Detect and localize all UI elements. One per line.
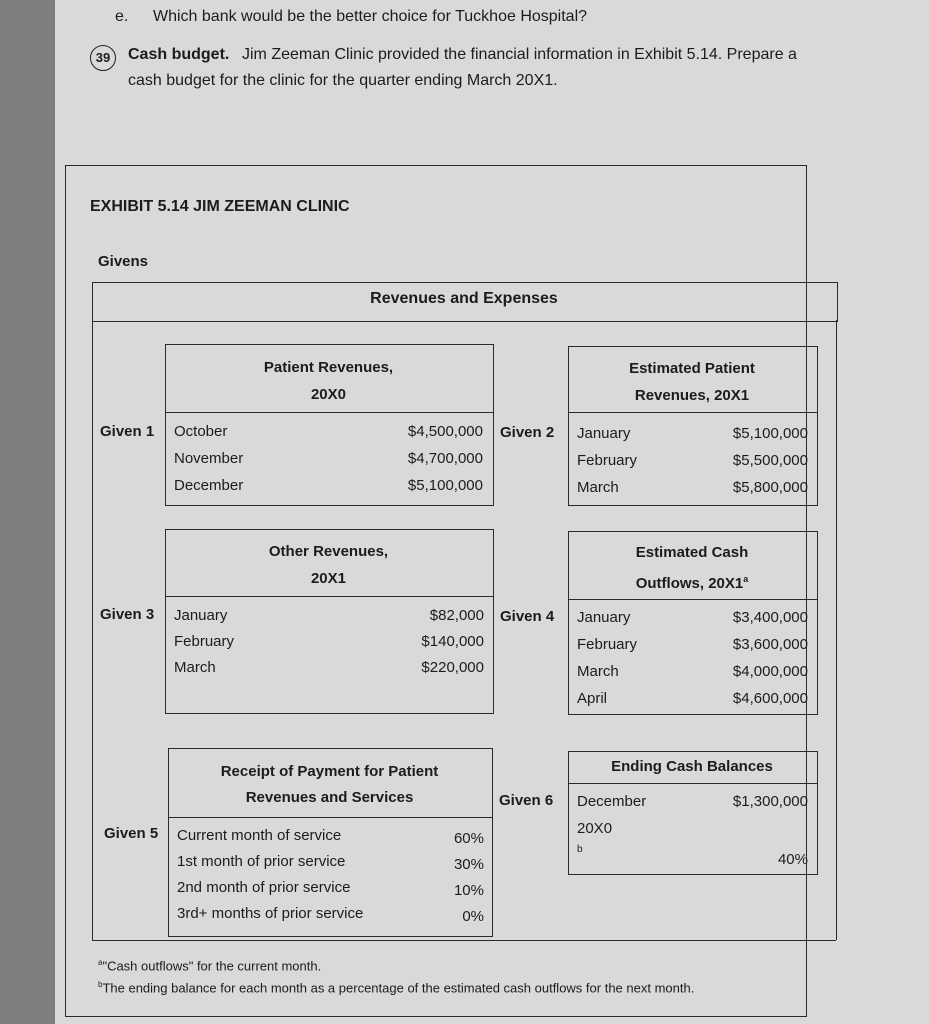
given4-amount: $3,600,000 [732, 636, 808, 653]
given3-month: January [174, 607, 228, 624]
given1-month: October [174, 423, 228, 440]
given1-amount: $4,700,000 [407, 450, 483, 467]
footnote-b-text: The ending balance for each month as a percentage of the estimated cash outflows for the next month. [102, 980, 695, 996]
section-title: Revenues and Expenses [370, 290, 558, 307]
given1-header-line1: Patient Revenues, [263, 359, 394, 376]
problem-number-badge: 39 [90, 45, 116, 71]
given2-header-divider [568, 412, 817, 413]
given4-month: January [577, 609, 631, 626]
given3-header-line1: Other Revenues, [268, 543, 389, 560]
given5-item: 3rd+ months of prior service [177, 905, 364, 922]
given2-amount: $5,500,000 [732, 452, 808, 469]
given4-header-line2: Outflows, 20X1 [635, 575, 744, 592]
given2-month: January [577, 425, 631, 442]
given2-header-line2: Revenues, 20X1 [634, 387, 750, 404]
question-e-text: Which bank would be the better choice for Tuckhoe Hospital? [153, 8, 588, 25]
given6-row3-pct: 40% [777, 851, 808, 868]
given5-header-line1: Receipt of Payment for Patient [220, 763, 439, 780]
given1-amount: $5,100,000 [407, 477, 483, 494]
given5-pct: 60% [453, 830, 484, 847]
given1-amount: $4,500,000 [407, 423, 483, 440]
given4-amount: $4,600,000 [732, 690, 808, 707]
section-left-border [92, 320, 93, 940]
given4-header-footnote-mark: a [743, 574, 749, 584]
given4-amount: $3,400,000 [732, 609, 808, 626]
given4-amount: $4,000,000 [732, 663, 808, 680]
givens-label: Givens [98, 253, 149, 270]
given1-month: December [174, 477, 244, 494]
given3-amount: $82,000 [429, 607, 484, 624]
problem-title: Cash budget. [128, 46, 230, 63]
given2-header-line1: Estimated Patient [629, 360, 755, 377]
given5-header-line2: Revenues and Services [245, 789, 414, 806]
given1-header-line2: 20X0 [310, 386, 347, 403]
given4-header-divider [568, 599, 817, 600]
footnote-a-text: "Cash outflows" for the current month. [102, 958, 322, 974]
footnote-a [98, 958, 321, 973]
given4-header-line2-wrap [568, 566, 816, 597]
given3-amount: $220,000 [421, 659, 484, 676]
given2-amount: $5,100,000 [732, 425, 808, 442]
given4-label: Given 4 [500, 608, 555, 625]
given4-divider [568, 608, 569, 713]
given2-month: March [577, 479, 619, 496]
given5-item: 2nd month of prior service [177, 879, 351, 896]
given1-header-divider [165, 412, 493, 413]
given3-header-line2: 20X1 [310, 570, 347, 587]
given3-header-divider [165, 596, 493, 597]
given1-month: November [174, 450, 244, 467]
given2-label: Given 2 [500, 424, 555, 441]
given6-header-divider [568, 783, 817, 784]
problem-text-line2: cash budget for the clinic for the quarter ending March 20X1. [128, 72, 558, 89]
given4-header-line1: Estimated Cash [635, 544, 749, 561]
question-e-letter: e. [115, 8, 129, 25]
given3-month: March [174, 659, 216, 676]
given5-pct: 0% [462, 908, 484, 925]
given5-header-divider [168, 817, 492, 818]
given4-month: February [577, 636, 638, 653]
given3-amount: $140,000 [421, 633, 484, 650]
given3-month: February [174, 633, 235, 650]
given4-month: March [577, 663, 619, 680]
given4-month: April [577, 690, 608, 707]
given6-header: Ending Cash Balances [611, 758, 773, 775]
footnote-a-mark: a [98, 958, 103, 967]
given1-label: Given 1 [100, 423, 155, 440]
given5-label: Given 5 [104, 825, 159, 842]
given6-label: Given 6 [499, 792, 554, 809]
given6-footnote-mark: b [577, 844, 583, 855]
given2-month: February [577, 452, 638, 469]
section-right-border [836, 320, 837, 940]
given6-row1-label: December [577, 793, 647, 810]
footnote-b [98, 980, 694, 995]
problem-text-line1: Jim Zeeman Clinic provided the financial information in Exhibit 5.14. Prepare a [242, 46, 797, 63]
page-gutter-shadow [0, 0, 55, 1024]
given6-row2-label: 20X0 [577, 820, 613, 837]
given5-item: Current month of service [177, 827, 342, 844]
exhibit-title: EXHIBIT 5.14 JIM ZEEMAN CLINIC [90, 198, 350, 215]
footnote-b-mark: b [98, 980, 103, 989]
section-bottom-border [92, 940, 836, 941]
given6-row1-amount: $1,300,000 [732, 793, 808, 810]
given3-label: Given 3 [100, 606, 155, 623]
given5-pct: 10% [453, 882, 484, 899]
given5-pct: 30% [453, 856, 484, 873]
given5-item: 1st month of prior service [177, 853, 346, 870]
given2-amount: $5,800,000 [732, 479, 808, 496]
